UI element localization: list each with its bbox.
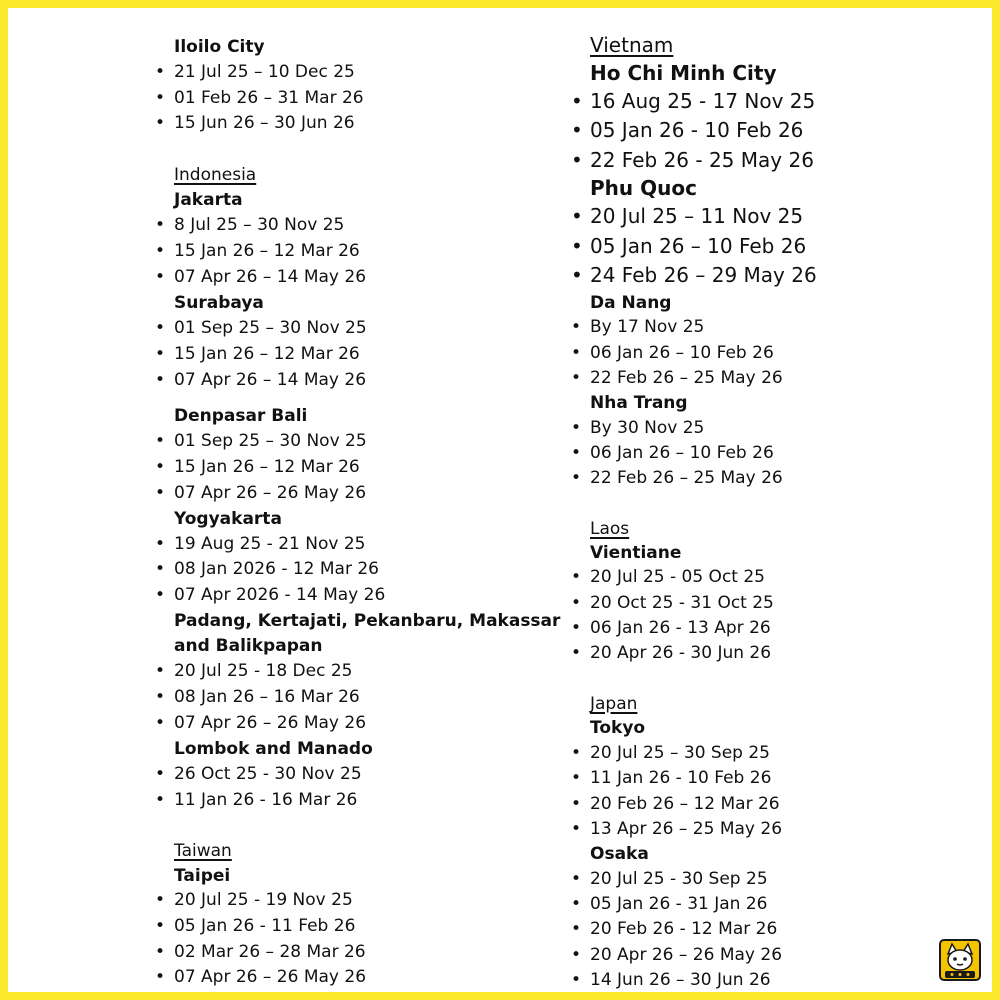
date-range-list-item: • By 17 Nov 25 — [590, 316, 704, 338]
country-heading: Taiwan — [174, 841, 232, 861]
date-range-list-item: • 20 Feb 26 – 12 Mar 26 — [590, 793, 780, 815]
date-range-list-item: • 20 Apr 26 - 30 Jun 26 — [590, 642, 771, 664]
date-range-list-item: • 26 Oct 25 - 30 Nov 25 — [174, 763, 362, 785]
date-range-list-item: • 20 Oct 25 - 31 Oct 25 — [590, 592, 774, 614]
date-range-list-item: • 08 Jan 2026 - 12 Mar 26 — [174, 558, 379, 580]
city-heading: Phu Quoc — [590, 176, 697, 200]
city-heading: Vientiane — [590, 543, 682, 563]
date-range-list-item: • 15 Jan 26 – 12 Mar 26 — [174, 343, 360, 365]
city-heading: Tokyo — [590, 718, 646, 738]
date-range-list-item: • 06 Jan 26 – 10 Feb 26 — [590, 342, 774, 364]
date-range-list-item: • 14 Jun 26 – 30 Jun 26 — [590, 969, 771, 991]
date-range-list-item: • 05 Jan 26 – 10 Feb 26 — [590, 233, 806, 259]
date-range-list-item: • 05 Jan 26 - 11 Feb 26 — [174, 915, 355, 937]
country-heading: Japan — [590, 694, 638, 714]
cat-mascot-logo-icon — [938, 938, 982, 986]
date-range-list-item: • 19 Aug 25 - 21 Nov 25 — [174, 533, 365, 555]
date-range-list-item: • 20 Jul 25 - 18 Dec 25 — [174, 660, 353, 682]
city-heading: Taipei — [174, 866, 231, 886]
date-range-list-item: • 06 Jan 26 - 13 Apr 26 — [590, 617, 771, 639]
city-heading: and Balikpapan — [174, 636, 323, 656]
date-range-list-item: • 20 Jul 25 – 11 Nov 25 — [590, 203, 803, 229]
date-range-list-item: • 05 Jan 26 - 31 Jan 26 — [590, 893, 768, 915]
date-range-list-item: • 20 Jul 25 - 05 Oct 25 — [590, 566, 765, 588]
date-range-list-item: • 02 Mar 26 – 28 Mar 26 — [174, 941, 366, 963]
date-range-list-item: • 20 Jul 25 – 30 Sep 25 — [590, 742, 770, 764]
date-range-list-item: • 06 Jan 26 – 10 Feb 26 — [590, 442, 774, 464]
city-heading: Ho Chi Minh City — [590, 61, 777, 85]
city-heading: Lombok and Manado — [174, 739, 373, 759]
schedule-page — [8, 8, 992, 992]
date-range-list-item: • 13 Apr 26 – 25 May 26 — [590, 818, 782, 840]
date-range-list-item: • 05 Jan 26 - 10 Feb 26 — [590, 117, 803, 143]
date-range-list-item: • 15 Jan 26 – 12 Mar 26 — [174, 240, 360, 262]
city-heading: Da Nang — [590, 293, 672, 313]
date-range-list-item: • 24 Feb 26 – 29 May 26 — [590, 262, 817, 288]
date-range-list-item: • 07 Apr 2026 - 14 May 26 — [174, 584, 385, 606]
date-range-list-item: • 20 Jul 25 - 19 Nov 25 — [174, 889, 353, 911]
date-range-list-item: • 11 Jan 26 - 16 Mar 26 — [174, 789, 357, 811]
city-heading: Surabaya — [174, 293, 264, 313]
date-range-list-item: • 01 Sep 25 – 30 Nov 25 — [174, 430, 367, 452]
date-range-list-item: • 22 Feb 26 – 25 May 26 — [590, 467, 783, 489]
city-heading: Nha Trang — [590, 393, 688, 413]
date-range-list-item: • 15 Jan 26 – 12 Mar 26 — [174, 456, 360, 478]
date-range-list-item: • 8 Jul 25 – 30 Nov 25 — [174, 214, 344, 236]
city-heading: Jakarta — [174, 190, 243, 210]
date-range-list-item: • 20 Apr 26 – 26 May 26 — [590, 944, 782, 966]
date-range-list-item: • 07 Apr 26 – 26 May 26 — [174, 482, 366, 504]
country-heading: Indonesia — [174, 165, 257, 185]
date-range-list-item: • 20 Feb 26 - 12 Mar 26 — [590, 918, 777, 940]
city-heading: Osaka — [590, 844, 649, 864]
date-range-list-item: • 22 Feb 26 - 25 May 26 — [590, 147, 814, 173]
date-range-list-item: • 08 Jan 26 – 16 Mar 26 — [174, 686, 360, 708]
date-range-list-item: • 01 Feb 26 – 31 Mar 26 — [174, 87, 364, 109]
date-range-list-item: • 16 Aug 25 - 17 Nov 25 — [590, 88, 815, 114]
date-range-list-item: • 07 Apr 26 – 26 May 26 — [174, 966, 366, 988]
country-heading: Laos — [590, 519, 630, 539]
date-range-list-item: • 15 Jun 26 – 30 Jun 26 — [174, 112, 355, 134]
date-range-list-item: • 07 Apr 26 – 26 May 26 — [174, 712, 366, 734]
date-range-list-item: • 22 Feb 26 – 25 May 26 — [590, 367, 783, 389]
date-range-list-item: • 11 Jan 26 - 10 Feb 26 — [590, 767, 771, 789]
date-range-list-item: • 07 Apr 26 – 14 May 26 — [174, 369, 366, 391]
city-heading: Yogyakarta — [174, 509, 282, 529]
date-range-list-item: • By 30 Nov 25 — [590, 417, 704, 439]
city-heading: Iloilo City — [174, 37, 265, 57]
city-heading: Denpasar Bali — [174, 406, 308, 426]
date-range-list-item: • 01 Sep 25 – 30 Nov 25 — [174, 317, 367, 339]
date-range-list-item: • 07 Apr 26 – 14 May 26 — [174, 266, 366, 288]
date-range-list-item: • 21 Jul 25 – 10 Dec 25 — [174, 61, 355, 83]
city-heading: Padang, Kertajati, Pekanbaru, Makassar — [174, 611, 561, 631]
date-range-list-item: • 20 Jul 25 - 30 Sep 25 — [590, 868, 768, 890]
country-heading: Vietnam — [590, 33, 674, 57]
